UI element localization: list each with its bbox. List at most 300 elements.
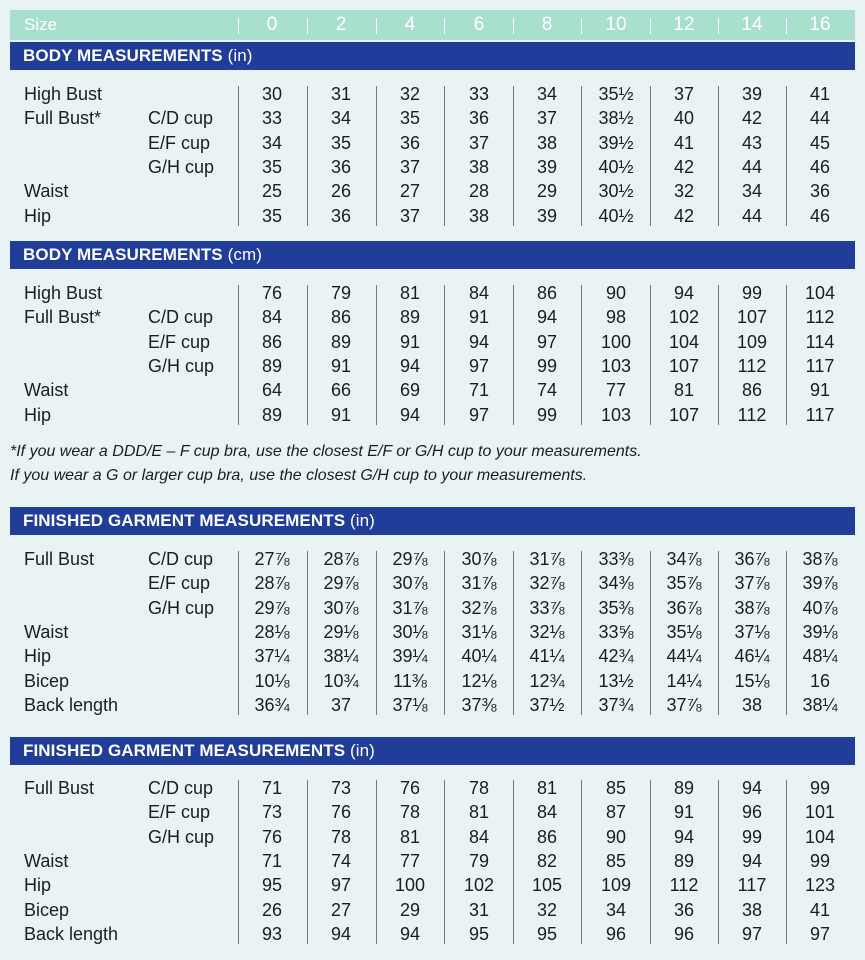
table-cell: 100 <box>600 332 632 352</box>
table-cell: 69 <box>399 380 421 400</box>
table-cell: 91 <box>330 405 352 425</box>
table-cell: 94 <box>536 307 558 327</box>
size-header-16: 16 <box>809 14 831 35</box>
table-cell: 30⅞ <box>392 573 428 593</box>
table-cell: 94 <box>399 356 421 376</box>
row-label: Full Bust <box>24 778 95 798</box>
table-cell: 71 <box>468 380 490 400</box>
table-cell: 28⅞ <box>323 549 359 569</box>
table-cell: 86 <box>536 827 558 847</box>
table-cell: 84 <box>468 283 490 303</box>
table-cell: 112 <box>737 356 767 376</box>
table-cell: 35½ <box>598 84 634 104</box>
cup-label: C/D cup <box>148 108 214 128</box>
size-header-label: Size <box>24 15 58 34</box>
cup-label: E/F cup <box>148 802 211 822</box>
table-cell: 94 <box>741 778 763 798</box>
size-header-6: 6 <box>473 14 485 35</box>
table-cell: 37⅞ <box>734 573 770 593</box>
section-header <box>10 737 855 765</box>
table-cell: 89 <box>261 356 283 376</box>
table-cell: 38¼ <box>323 646 359 666</box>
table-cell: 31 <box>468 900 490 920</box>
table-cell: 97 <box>741 924 763 944</box>
table-cell: 78 <box>468 778 490 798</box>
table-cell: 76 <box>261 283 283 303</box>
table-cell: 89 <box>261 405 283 425</box>
table-cell: 46 <box>809 157 831 177</box>
table-cell: 71 <box>261 778 283 798</box>
table-cell: 91 <box>468 307 490 327</box>
table-cell: 86 <box>330 307 352 327</box>
table-cell: 36 <box>468 108 490 128</box>
row-label: High Bust <box>24 84 103 104</box>
size-header-0: 0 <box>266 14 278 35</box>
cup-label: G/H cup <box>148 157 215 177</box>
table-cell: 84 <box>468 827 490 847</box>
table-cell: 42 <box>673 157 695 177</box>
table-cell: 27⅞ <box>254 549 290 569</box>
table-cell: 93 <box>261 924 283 944</box>
table-cell: 29⅞ <box>323 573 359 593</box>
table-cell: 81 <box>399 283 421 303</box>
table-cell: 107 <box>668 405 700 425</box>
row-label: Full Bust* <box>24 108 102 128</box>
table-cell: 33 <box>468 84 490 104</box>
table-cell: 44¼ <box>666 646 702 666</box>
table-cell: 35 <box>261 206 283 226</box>
size-header-separator <box>718 18 719 34</box>
table-cell: 44 <box>741 206 763 226</box>
table-cell: 38 <box>468 206 490 226</box>
table-cell: 94 <box>399 924 421 944</box>
table-cell: 107 <box>736 307 768 327</box>
table-cell: 86 <box>741 380 763 400</box>
table-cell: 91 <box>330 356 352 376</box>
table-cell: 40½ <box>598 157 634 177</box>
row-label: High Bust <box>24 283 103 303</box>
table-cell: 28⅛ <box>254 622 290 642</box>
size-header-4: 4 <box>404 14 416 35</box>
table-cell: 77 <box>399 851 421 871</box>
table-cell: 12⅛ <box>461 671 497 691</box>
section-unit: (in) <box>227 46 253 65</box>
section-header <box>10 241 855 269</box>
table-cell: 73 <box>261 802 283 822</box>
table-cell: 39⅞ <box>802 573 838 593</box>
size-header-separator <box>786 18 787 34</box>
table-cell: 94 <box>673 827 695 847</box>
table-cell: 26 <box>261 900 283 920</box>
table-cell: 38⅞ <box>734 598 770 618</box>
table-cell: 37 <box>468 133 490 153</box>
table-cell: 94 <box>673 283 695 303</box>
table-cell: 34 <box>741 181 763 201</box>
cup-label: E/F cup <box>148 133 211 153</box>
table-cell: 34 <box>261 133 283 153</box>
table-cell: 104 <box>668 332 700 352</box>
table-cell: 36 <box>330 206 352 226</box>
size-header-10: 10 <box>605 14 627 35</box>
table-cell: 30 <box>261 84 283 104</box>
table-cell: 109 <box>600 875 632 895</box>
table-cell: 37⅛ <box>734 622 770 642</box>
table-cell: 123 <box>804 875 836 895</box>
table-cell: 112 <box>805 307 835 327</box>
table-cell: 90 <box>605 827 627 847</box>
table-cell: 44 <box>809 108 831 128</box>
table-cell: 36⅞ <box>666 598 702 618</box>
table-cell: 34 <box>536 84 558 104</box>
section-unit: (in) <box>349 511 375 530</box>
table-cell: 32 <box>673 181 695 201</box>
table-cell: 96 <box>741 802 763 822</box>
table-cell: 81 <box>468 802 490 822</box>
table-cell: 38 <box>536 133 558 153</box>
table-cell: 41¼ <box>529 646 565 666</box>
table-cell: 41 <box>809 900 831 920</box>
table-cell: 89 <box>399 307 421 327</box>
size-header-8: 8 <box>541 14 553 35</box>
table-cell: 96 <box>605 924 627 944</box>
row-label: Hip <box>24 405 52 425</box>
table-cell: 39½ <box>598 133 634 153</box>
table-cell: 37½ <box>529 695 565 715</box>
row-label: Bicep <box>24 671 70 691</box>
table-cell: 81 <box>673 380 695 400</box>
table-cell: 94 <box>399 405 421 425</box>
table-cell: 101 <box>804 802 836 822</box>
table-cell: 35 <box>330 133 352 153</box>
table-cell: 38 <box>741 695 763 715</box>
table-cell: 104 <box>804 827 836 847</box>
table-cell: 86 <box>261 332 283 352</box>
table-cell: 86 <box>536 283 558 303</box>
table-cell: 36⅞ <box>734 549 770 569</box>
table-cell: 99 <box>536 356 558 376</box>
table-cell: 34 <box>605 900 627 920</box>
table-cell: 81 <box>536 778 558 798</box>
table-cell: 103 <box>600 405 632 425</box>
footnote-cup-ddd: *If you wear a DDD/E – F cup bra, use the closest E/F or G/H cup to your measurements. <box>10 443 642 460</box>
table-cell: 85 <box>605 778 627 798</box>
table-cell: 35⅛ <box>666 622 702 642</box>
table-cell: 41 <box>809 84 831 104</box>
table-cell: 36 <box>673 900 695 920</box>
table-cell: 117 <box>805 356 835 376</box>
table-cell: 79 <box>330 283 352 303</box>
table-cell: 35 <box>399 108 421 128</box>
table-cell: 90 <box>605 283 627 303</box>
size-header-separator <box>238 18 239 34</box>
table-cell: 48¼ <box>802 646 838 666</box>
table-cell: 37⅜ <box>461 695 497 715</box>
size-header-14: 14 <box>741 14 763 35</box>
cup-label: G/H cup <box>148 598 215 618</box>
table-cell: 112 <box>669 875 699 895</box>
table-cell: 31⅞ <box>461 573 497 593</box>
footnote-cup-g: If you wear a G or larger cup bra, use the closest G/H cup to your measurements. <box>10 467 588 484</box>
table-cell: 91 <box>399 332 421 352</box>
table-cell: 33 <box>261 108 283 128</box>
table-cell: 29 <box>399 900 421 920</box>
section-title-text: BODY MEASUREMENTS <box>23 46 223 65</box>
table-cell: 84 <box>536 802 558 822</box>
table-cell: 38½ <box>598 108 634 128</box>
table-cell: 37 <box>399 157 421 177</box>
table-cell: 42¾ <box>598 646 634 666</box>
table-cell: 89 <box>673 778 695 798</box>
table-cell: 36 <box>809 181 831 201</box>
table-cell: 99 <box>809 851 831 871</box>
table-cell: 97 <box>468 405 490 425</box>
section-unit: (in) <box>349 741 375 760</box>
size-header-separator <box>444 18 445 34</box>
table-cell: 112 <box>737 405 767 425</box>
section-header <box>10 507 855 535</box>
table-cell: 97 <box>809 924 831 944</box>
table-cell: 40½ <box>598 206 634 226</box>
size-header-row <box>10 10 855 40</box>
table-cell: 30½ <box>598 181 634 201</box>
table-cell: 33⅝ <box>598 622 634 642</box>
table-cell: 37 <box>673 84 695 104</box>
table-cell: 40¼ <box>461 646 497 666</box>
section-title <box>23 42 253 70</box>
table-cell: 76 <box>330 802 352 822</box>
row-label: Waist <box>24 380 69 400</box>
table-cell: 33⅞ <box>529 598 565 618</box>
table-cell: 34⅜ <box>598 573 634 593</box>
section-header <box>10 42 855 70</box>
table-cell: 117 <box>805 405 835 425</box>
table-cell: 39 <box>536 206 558 226</box>
table-cell: 26 <box>330 181 352 201</box>
size-header-separator <box>307 18 308 34</box>
table-cell: 31 <box>330 84 352 104</box>
table-cell: 99 <box>536 405 558 425</box>
row-label: Back length <box>24 695 119 715</box>
table-cell: 95 <box>536 924 558 944</box>
table-cell: 97 <box>330 875 352 895</box>
section-title-text: FINISHED GARMENT MEASUREMENTS <box>23 741 346 760</box>
table-cell: 35 <box>261 157 283 177</box>
table-cell: 45 <box>809 133 831 153</box>
cup-label: G/H cup <box>148 356 215 376</box>
cup-label: E/F cup <box>148 332 211 352</box>
section-title <box>23 507 375 535</box>
table-cell: 34⅞ <box>666 549 702 569</box>
table-cell: 37 <box>536 108 558 128</box>
table-cell: 37¼ <box>254 646 290 666</box>
table-cell: 32⅞ <box>529 573 565 593</box>
table-cell: 74 <box>536 380 558 400</box>
table-cell: 41 <box>673 133 695 153</box>
table-cell: 16 <box>809 671 831 691</box>
section-title-text: BODY MEASUREMENTS <box>23 245 223 264</box>
table-cell: 82 <box>536 851 558 871</box>
table-cell: 39 <box>741 84 763 104</box>
table-cell: 32 <box>399 84 421 104</box>
table-cell: 37⅛ <box>392 695 428 715</box>
cup-label: C/D cup <box>148 549 214 569</box>
table-cell: 30⅛ <box>392 622 428 642</box>
table-cell: 87 <box>605 802 627 822</box>
table-cell: 91 <box>809 380 831 400</box>
table-cell: 117 <box>737 875 767 895</box>
table-cell: 94 <box>741 851 763 871</box>
cup-label: C/D cup <box>148 778 214 798</box>
cup-label: G/H cup <box>148 827 215 847</box>
table-cell: 38 <box>741 900 763 920</box>
table-cell: 25 <box>261 181 283 201</box>
table-cell: 104 <box>804 283 836 303</box>
table-cell: 27 <box>399 181 421 201</box>
row-label: Bicep <box>24 900 70 920</box>
section-title <box>23 241 262 269</box>
table-cell: 32⅞ <box>461 598 497 618</box>
table-cell: 39¼ <box>392 646 428 666</box>
table-cell: 74 <box>330 851 352 871</box>
table-cell: 102 <box>668 307 700 327</box>
table-cell: 46 <box>809 206 831 226</box>
table-cell: 10⅛ <box>254 671 290 691</box>
table-cell: 29⅛ <box>323 622 359 642</box>
table-cell: 12¾ <box>529 671 565 691</box>
table-cell: 37⅞ <box>666 695 702 715</box>
section-unit: (cm) <box>227 245 262 264</box>
table-cell: 73 <box>330 778 352 798</box>
table-cell: 31⅞ <box>529 549 565 569</box>
row-label: Waist <box>24 851 69 871</box>
table-cell: 40 <box>673 108 695 128</box>
row-label: Waist <box>24 181 69 201</box>
table-cell: 38⅞ <box>802 549 838 569</box>
table-cell: 64 <box>261 380 283 400</box>
table-cell: 27 <box>330 900 352 920</box>
table-cell: 107 <box>668 356 700 376</box>
table-cell: 35⅞ <box>666 573 702 593</box>
table-cell: 36 <box>330 157 352 177</box>
table-cell: 43 <box>741 133 763 153</box>
table-cell: 85 <box>605 851 627 871</box>
table-cell: 38 <box>468 157 490 177</box>
table-cell: 42 <box>741 108 763 128</box>
table-cell: 36¾ <box>254 695 290 715</box>
table-cell: 42 <box>673 206 695 226</box>
table-cell: 89 <box>330 332 352 352</box>
table-cell: 34 <box>330 108 352 128</box>
table-cell: 77 <box>605 380 627 400</box>
row-label: Waist <box>24 622 69 642</box>
table-cell: 28⅞ <box>254 573 290 593</box>
table-cell: 28 <box>468 181 490 201</box>
table-cell: 36 <box>399 133 421 153</box>
table-cell: 76 <box>399 778 421 798</box>
row-label: Back length <box>24 924 119 944</box>
table-cell: 39 <box>536 157 558 177</box>
table-cell: 29⅞ <box>254 598 290 618</box>
table-cell: 15⅛ <box>734 671 770 691</box>
table-cell: 89 <box>673 851 695 871</box>
table-cell: 44 <box>741 157 763 177</box>
row-label: Hip <box>24 646 52 666</box>
table-cell: 102 <box>463 875 495 895</box>
table-cell: 35⅜ <box>598 598 634 618</box>
table-cell: 32⅛ <box>529 622 565 642</box>
table-cell: 40⅞ <box>802 598 838 618</box>
table-cell: 97 <box>468 356 490 376</box>
size-header-2: 2 <box>335 14 347 35</box>
size-header-separator <box>581 18 582 34</box>
cup-label: C/D cup <box>148 307 214 327</box>
size-header-12: 12 <box>673 14 695 35</box>
table-cell: 31⅞ <box>392 598 428 618</box>
table-cell: 37 <box>330 695 352 715</box>
table-cell: 30⅞ <box>461 549 497 569</box>
section-title-text: FINISHED GARMENT MEASUREMENTS <box>23 511 346 530</box>
table-cell: 29⅞ <box>392 549 428 569</box>
table-cell: 81 <box>399 827 421 847</box>
table-cell: 99 <box>741 283 763 303</box>
table-cell: 109 <box>736 332 768 352</box>
row-label: Hip <box>24 206 52 226</box>
table-cell: 91 <box>673 802 695 822</box>
table-cell: 95 <box>468 924 490 944</box>
table-cell: 37¾ <box>598 695 634 715</box>
table-cell: 30⅞ <box>323 598 359 618</box>
row-label: Full Bust <box>24 549 95 569</box>
table-cell: 103 <box>600 356 632 376</box>
table-cell: 78 <box>330 827 352 847</box>
table-cell: 29 <box>536 181 558 201</box>
table-cell: 94 <box>330 924 352 944</box>
table-cell: 76 <box>261 827 283 847</box>
table-cell: 114 <box>805 332 835 352</box>
table-cell: 10¾ <box>323 671 359 691</box>
table-cell: 31⅛ <box>461 622 497 642</box>
size-header-separator <box>376 18 377 34</box>
table-cell: 95 <box>261 875 283 895</box>
table-cell: 99 <box>809 778 831 798</box>
table-cell: 96 <box>673 924 695 944</box>
table-cell: 78 <box>399 802 421 822</box>
table-cell: 100 <box>394 875 426 895</box>
table-cell: 71 <box>261 851 283 871</box>
size-header-separator <box>650 18 651 34</box>
table-cell: 79 <box>468 851 490 871</box>
size-header-separator <box>513 18 514 34</box>
table-cell: 38¼ <box>802 695 838 715</box>
row-label: Full Bust* <box>24 307 102 327</box>
table-cell: 46¼ <box>734 646 770 666</box>
table-cell: 97 <box>536 332 558 352</box>
table-cell: 37 <box>399 206 421 226</box>
table-cell: 98 <box>605 307 627 327</box>
table-cell: 11⅜ <box>393 671 427 691</box>
table-cell: 94 <box>468 332 490 352</box>
row-label: Hip <box>24 875 52 895</box>
table-cell: 33⅜ <box>598 549 634 569</box>
table-cell: 99 <box>741 827 763 847</box>
cup-label: E/F cup <box>148 573 211 593</box>
section-title <box>23 737 375 765</box>
table-cell: 14¼ <box>666 671 702 691</box>
table-cell: 66 <box>330 380 352 400</box>
table-cell: 105 <box>531 875 563 895</box>
table-cell: 84 <box>261 307 283 327</box>
table-cell: 13½ <box>598 671 634 691</box>
